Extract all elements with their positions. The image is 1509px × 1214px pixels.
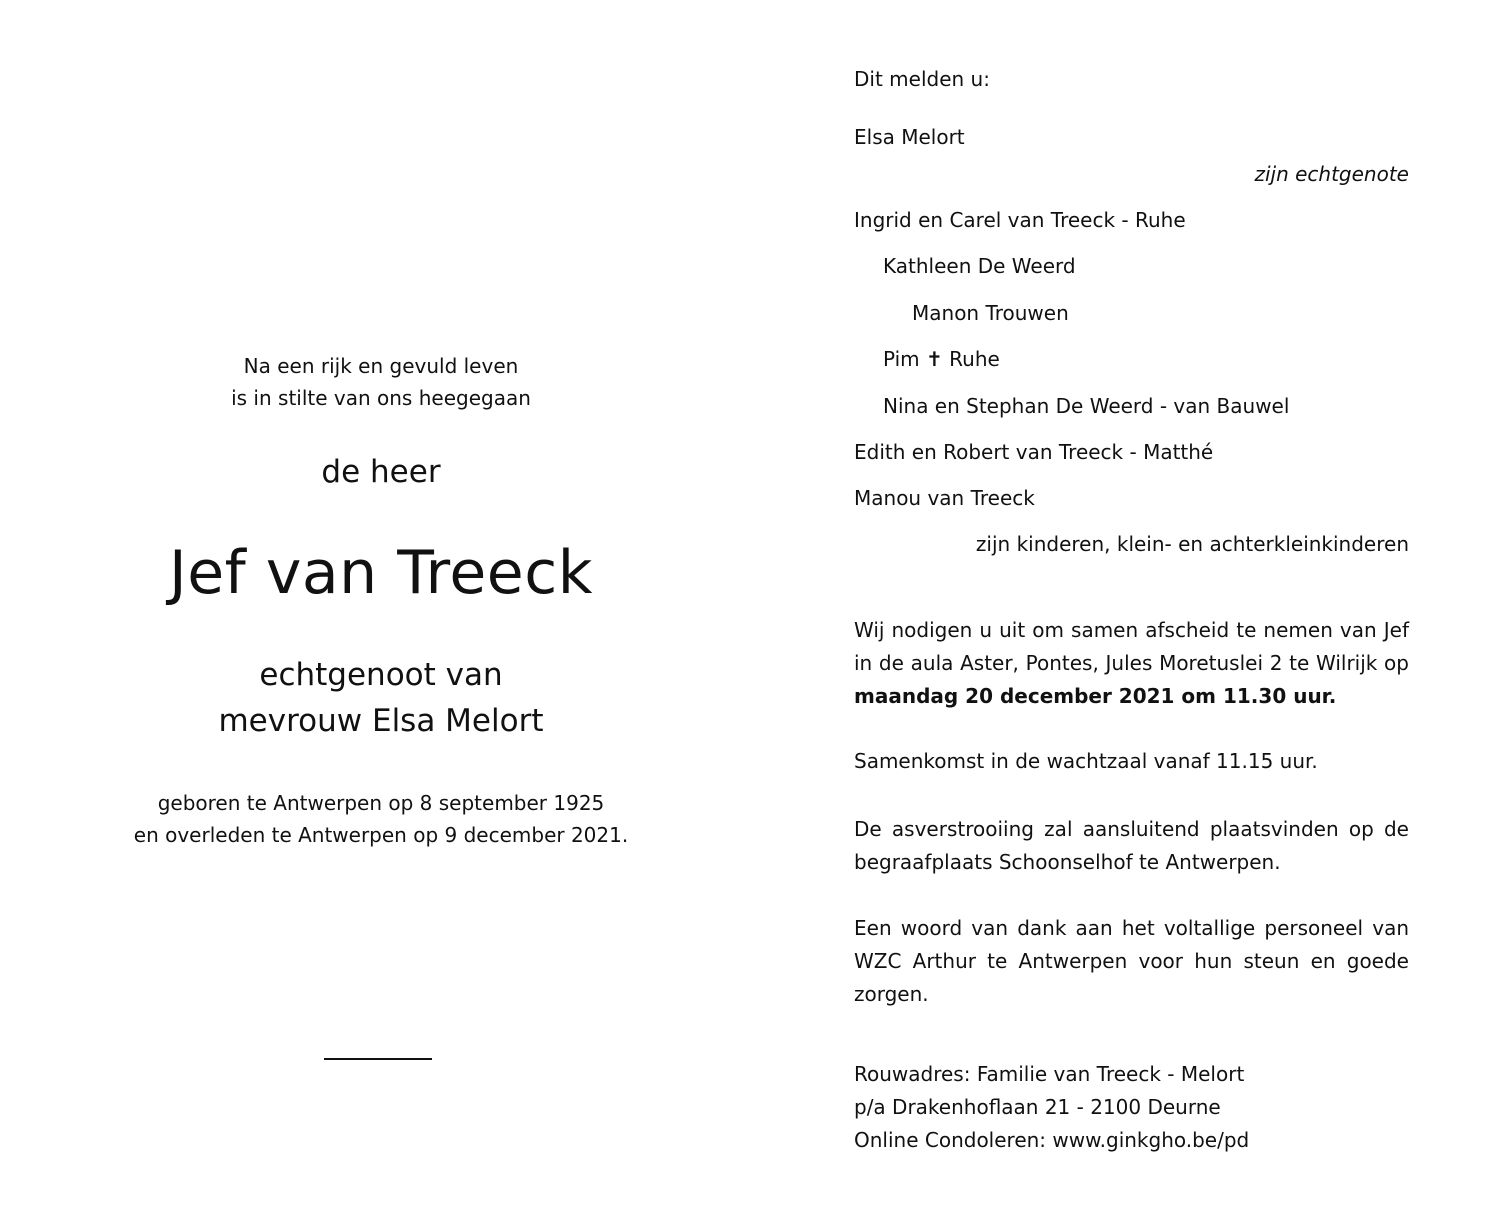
spouse-line-1: echtgenoot van (259, 657, 503, 693)
family-member-2: Kathleen De Weerd (883, 254, 1076, 278)
family-member-4-last: Ruhe (949, 347, 1000, 371)
family-role: zijn kinderen, klein- en achterkleinkinderen (975, 532, 1409, 556)
family-member-4 (883, 346, 1000, 372)
deceased-name: Jef van Treeck (169, 538, 593, 608)
invitation-text: Wij nodigen u uit om samen afscheid te nemen van Jef in de aula Aster, Pontes, Jules Moretuslei 2 te Wilrijk op (854, 618, 1409, 675)
family-member-7: Manou van Treeck (854, 486, 1035, 510)
family-member-6: Edith en Robert van Treeck - Matthé (854, 440, 1214, 464)
cross-icon: ✝ (926, 347, 943, 371)
ashes-paragraph: De asverstrooiing zal aansluitend plaatsvinden op de begraafplaats Schoonselhof te Antwerpen. (854, 817, 1409, 874)
family-member-3: Manon Trouwen (912, 301, 1069, 325)
family-member-5: Nina en Stephan De Weerd - van Bauwel (883, 394, 1290, 418)
death-line: en overleden te Antwerpen op 9 december 2021. (133, 823, 629, 847)
invitation-datetime: maandag 20 december 2021 om 11.30 uur. (854, 684, 1337, 708)
spouse-name: Elsa Melort (854, 125, 965, 149)
intro-text (80, 350, 682, 414)
birth-line: geboren te Antwerpen op 8 september 1925 (157, 791, 605, 815)
address-line-2: p/a Drakenhoflaan 21 - 2100 Deurne (854, 1095, 1221, 1119)
title-prefix: de heer (321, 454, 441, 490)
divider-line (324, 1058, 432, 1060)
spouse-line-2: mevrouw Elsa Melort (218, 703, 544, 739)
intro-line-2: is in stilte van ons heegegaan (231, 386, 531, 410)
life-dates (80, 787, 682, 851)
invitation-paragraph (854, 614, 1409, 713)
thanks-paragraph: Een woord van dank aan het voltallige personeel van WZC Arthur te Antwerpen voor hun steun en goede zorgen. (854, 916, 1409, 1006)
address-line-1: Rouwadres: Familie van Treeck - Melort (854, 1062, 1245, 1086)
address-line-3: Online Condoleren: www.ginkgho.be/pd (854, 1128, 1250, 1152)
address-block (854, 1058, 1409, 1157)
spouse-role: zijn echtgenote (1254, 162, 1409, 186)
gathering-paragraph: Samenkomst in de wachtzaal vanaf 11.15 uur. (854, 749, 1318, 773)
family-member-4-first: Pim (883, 347, 920, 371)
announcement-line: Dit melden u: (854, 67, 990, 91)
intro-line-1: Na een rijk en gevuld leven (243, 354, 519, 378)
family-member-1: Ingrid en Carel van Treeck - Ruhe (854, 208, 1186, 232)
spouse-block (80, 652, 682, 744)
